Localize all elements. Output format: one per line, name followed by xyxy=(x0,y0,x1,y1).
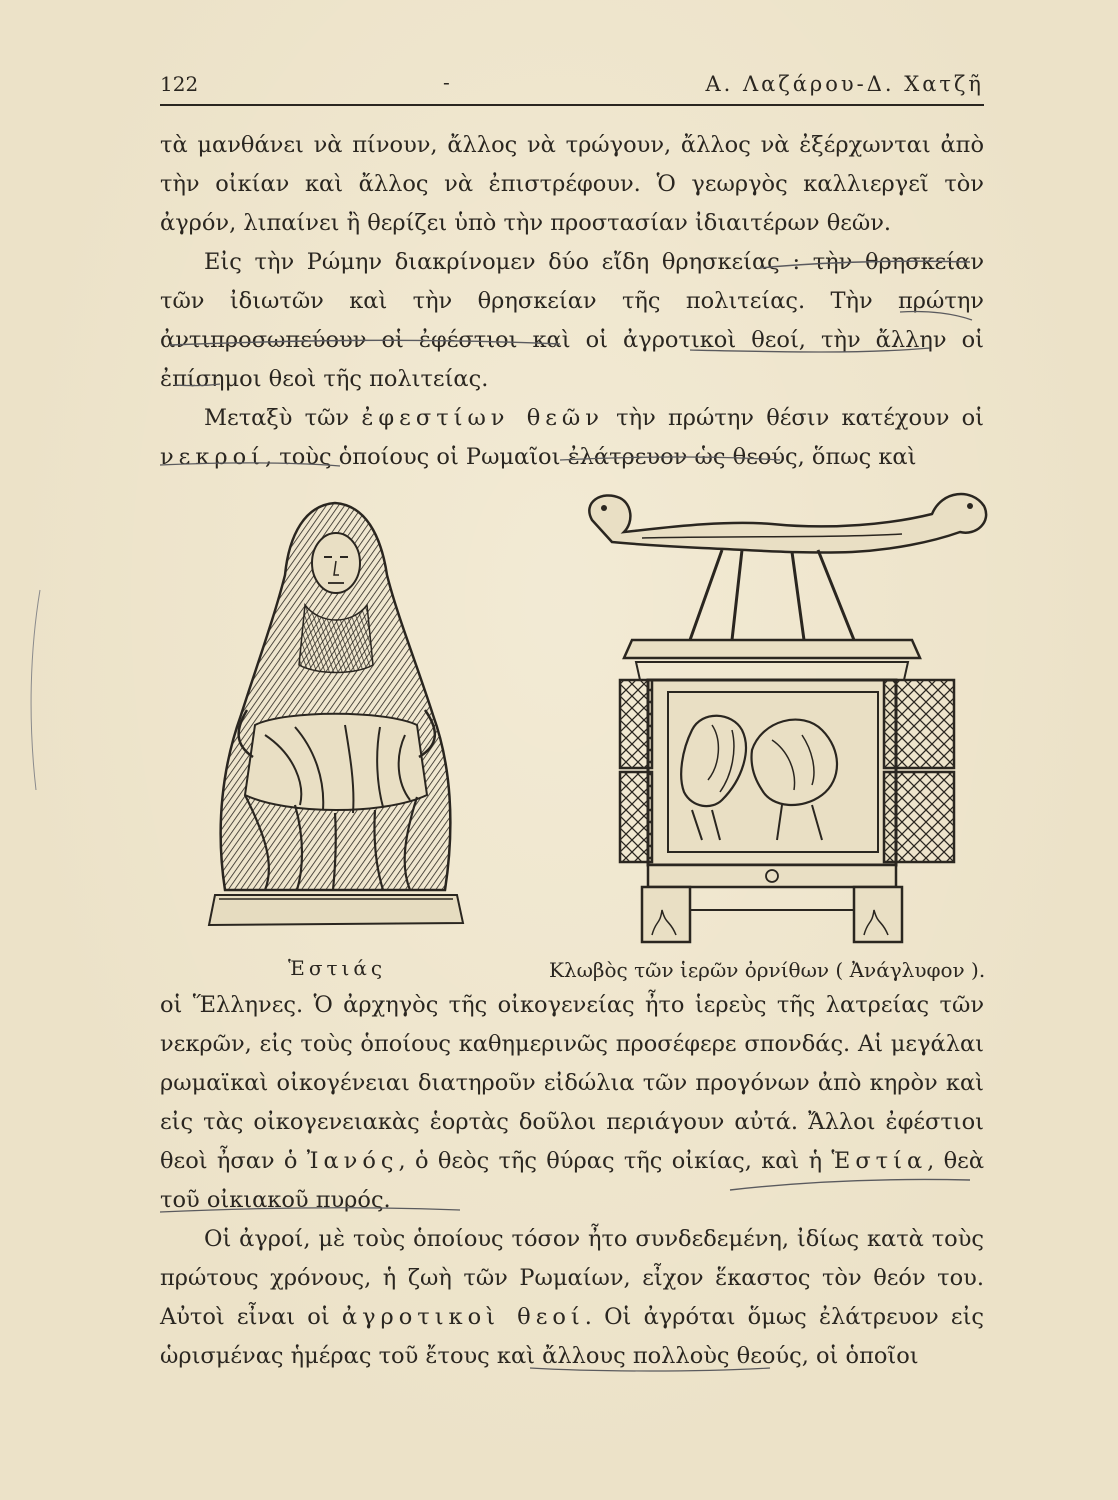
paragraph-5-text: Οἱ ἀγροί, μὲ τοὺς ὁποίους τόσον ἦτο συνδεδεμένη, ἰδίως κατὰ τοὺς πρώτους χρόνους, ἡ ζωὴ τῶν Ρωμαίων, εἶχον ἕκαστος τὸν θεόν του. Αὐτοὶ εἶναι οἱ xyxy=(160,1226,984,1330)
paragraph-5 xyxy=(160,1220,984,1376)
paragraph-3 xyxy=(160,399,984,477)
running-head: Α. Λαζάρου-Δ. Χατζῆ xyxy=(705,72,984,96)
spaced-term-rural-gods: ἀγροτικοὶ θεοί xyxy=(341,1304,585,1330)
header-separator: - xyxy=(443,70,450,94)
paragraph-3-text: τὴν πρώτην θέσιν κατέχουν οἱ xyxy=(616,405,984,431)
text-block-bottom xyxy=(160,986,984,1376)
caption-cage: Κλωβὸς τῶν ἱερῶν ὀρνίθων ( Ἀνάγλυφον ). xyxy=(549,958,986,982)
paragraph-4-text: οἱ Ἕλληνες. Ὁ ἀρχηγὸς τῆς οἰκογενείας ἦτο ἱερεὺς τῆς λατρείας τῶν νεκρῶν, εἰς τοὺς ὁποίους καθημερινῶς προσέφερε σπονδάς. Αἱ μεγάλαι ρωμαϊκαὶ οἰκογένειαι διατηροῦν εἰδώλια τῶν προγόνων ἀπὸ κηρὸν καὶ εἰς τὰς οἰκογενειακὰς ἑορτὰς δοῦλοι περιάγουν αὐτά. Ἄλλοι ἐφέστιοι θεοὶ ἦσαν ὁ xyxy=(160,992,984,1174)
page-number: 122 xyxy=(160,72,199,96)
hestia-statue-illustration xyxy=(205,495,467,935)
paragraph-1: τὰ μανθάνει νὰ πίνουν, ἄλλος νὰ τρώγουν, ἄλλος νὰ ἐξέρχωνται ἀπὸ τὴν οἰκίαν καὶ ἄλλος νὰ ἐπιστρέφουν. Ὁ γεωργὸς καλλιεργεῖ τὸν ἀγρόν, λιπαίνει ἢ θερίζει ὑπὸ τὴν προστασίαν ἰδιαιτέρων θεῶν. xyxy=(160,132,984,236)
sacred-chickens-cage-illustration xyxy=(572,480,992,950)
text-block-top xyxy=(160,126,984,477)
spaced-term-janus: Ἰανός xyxy=(306,1148,399,1174)
paragraph-3-text: , τοὺς ὁποίους οἱ Ρωμαῖοι ἐλάτρευον ὡς θεούς, ὅπως καὶ xyxy=(265,444,917,470)
spaced-term-hearth-gods: ἐφεστίων θεῶν xyxy=(361,405,604,431)
caption-hestia: Ἑστιάς xyxy=(288,956,387,980)
page-header xyxy=(160,72,984,106)
spaced-term-dead: νεκροί xyxy=(160,444,265,470)
paragraph-4-text: , θεὰ τοῦ οἰκιακοῦ πυρός. xyxy=(160,1148,985,1213)
paragraph-3-text: Μεταξὺ τῶν xyxy=(204,405,350,431)
paragraph-4 xyxy=(160,986,984,1220)
paragraph-4-text: , ὁ θεὸς τῆς θύρας τῆς οἰκίας, καὶ ἡ xyxy=(398,1148,823,1174)
paragraph-2: Εἰς τὴν Ρώμην διακρίνομεν δύο εἴδη θρησκείας : τὴν θρησκείαν τῶν ἰδιωτῶν καὶ τὴν θρησκείαν τῆς πολιτείας. Τὴν πρώτην ἀντιπροσωπεύουν οἱ ἐφέστιοι καὶ οἱ ἀγροτικοὶ θεοί, τὴν ἄλλην οἱ ἐπίσημοι θεοὶ τῆς πολιτείας. xyxy=(160,249,984,392)
spaced-term-hestia: Ἑστία xyxy=(831,1148,928,1174)
paragraph-5-text: . Οἱ ἀγρόται ὅμως ἐλάτρευον εἰς ὡρισμένας ἡμέρας τοῦ ἔτους καὶ ἄλλους πολλοὺς θεούς, οἱ ὁποῖοι xyxy=(160,1304,984,1369)
